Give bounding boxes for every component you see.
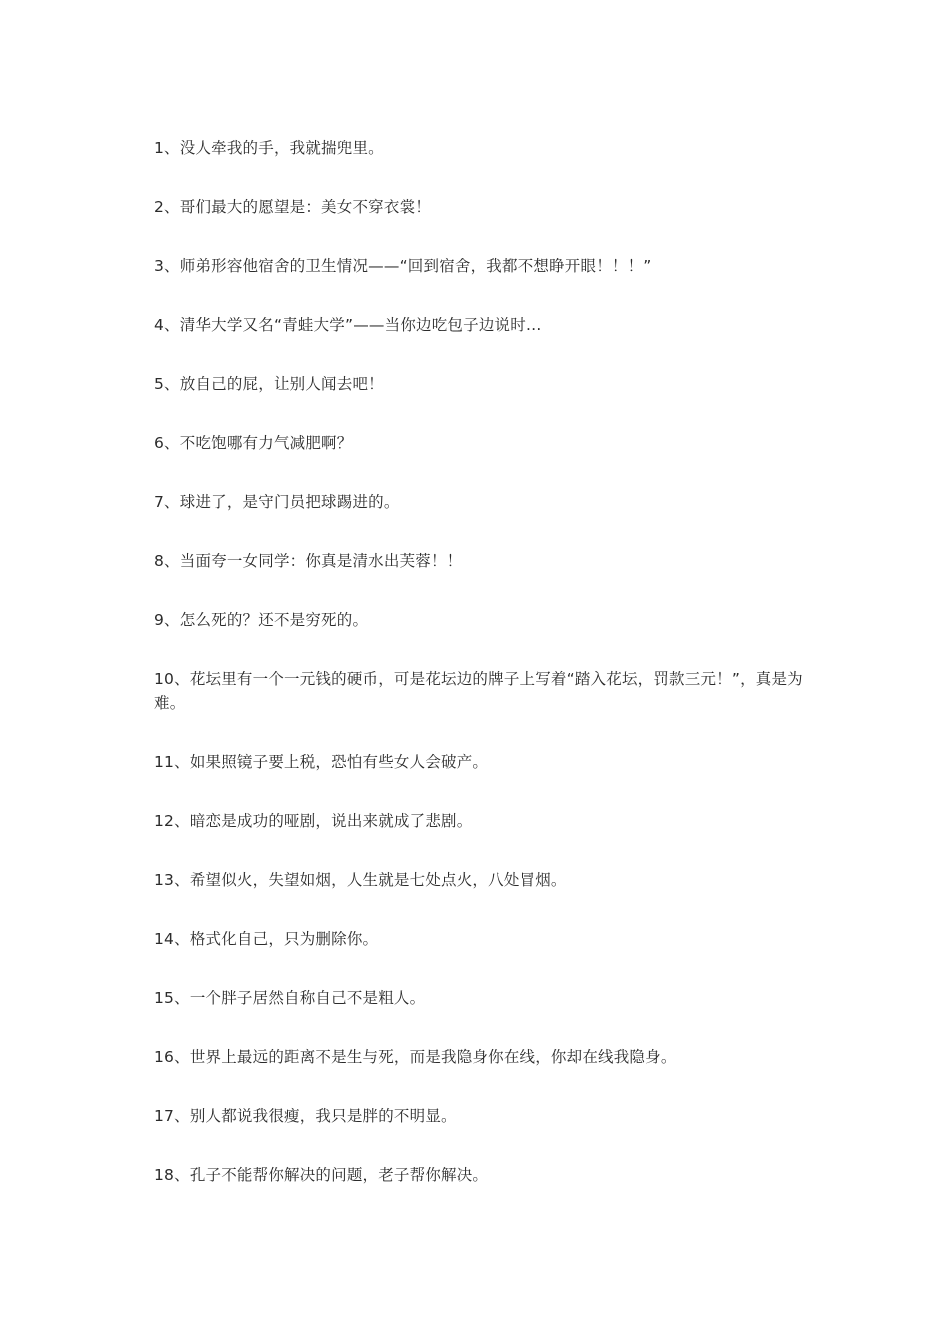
list-item: 3、师弟形容他宿舍的卫生情况——“回到宿舍，我都不想睁开眼！！！” — [154, 257, 652, 275]
list-item: 4、清华大学又名“青蛙大学”——当你边吃包子边说时… — [154, 316, 542, 334]
list-item: 12、暗恋是成功的哑剧，说出来就成了悲剧。 — [154, 812, 473, 830]
list-item: 17、别人都说我很瘦，我只是胖的不明显。 — [154, 1107, 457, 1125]
list-item: 13、希望似火，失望如烟，人生就是七处点火，八处冒烟。 — [154, 871, 567, 889]
list-item: 18、孔子不能帮你解决的问题，老子帮你解决。 — [154, 1166, 489, 1184]
list-item: 10、花坛里有一个一元钱的硬币，可是花坛边的牌子上写着“踏入花坛，罚款三元！”，真是为难。 — [154, 670, 803, 712]
list-item: 16、世界上最远的距离不是生与死，而是我隐身你在线，你却在线我隐身。 — [154, 1048, 677, 1066]
list-item: 14、格式化自己，只为删除你。 — [154, 930, 379, 948]
list-item: 7、球进了，是守门员把球踢进的。 — [154, 493, 400, 511]
list-item: 8、当面夸一女同学：你真是清水出芙蓉！！ — [154, 552, 463, 570]
list-item: 15、一个胖子居然自称自己不是粗人。 — [154, 989, 426, 1007]
list-item: 6、不吃饱哪有力气减肥啊？ — [154, 434, 353, 452]
list-item: 5、放自己的屁，让别人闻去吧！ — [154, 375, 384, 393]
list-item: 9、怎么死的？还不是穷死的。 — [154, 611, 369, 629]
list-item: 1、没人牵我的手，我就揣兜里。 — [154, 139, 384, 157]
list-item: 2、哥们最大的愿望是：美女不穿衣裳！ — [154, 198, 431, 216]
list-item: 11、如果照镜子要上税，恐怕有些女人会破产。 — [154, 753, 489, 771]
joke-list — [154, 136, 814, 1222]
